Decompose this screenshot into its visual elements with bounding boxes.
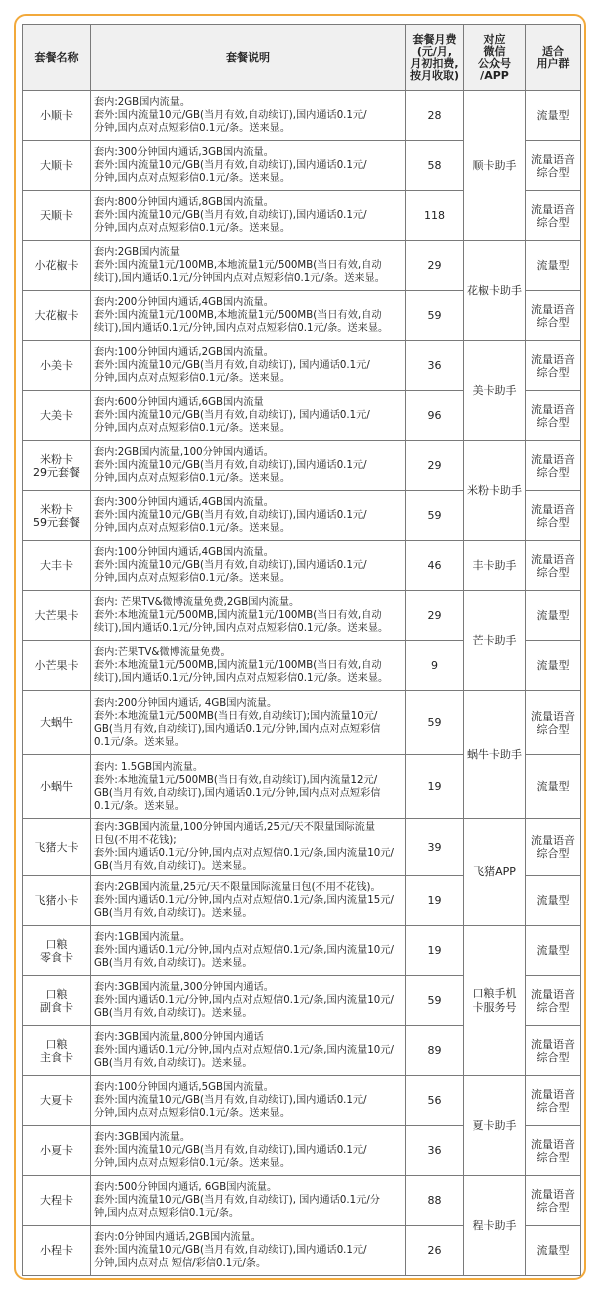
plan-name: 天顺卡 [40, 209, 73, 222]
plan-name-cell [23, 241, 91, 291]
monthly-fee: 36 [406, 341, 464, 391]
wechat-app-cell [464, 1176, 526, 1276]
user-group: 综合型 [536, 365, 570, 379]
plan-table [22, 24, 581, 1276]
plan-name-cell [23, 391, 91, 441]
plan-description-line: 套内:1GB国内流量。 [94, 932, 191, 943]
plan-description-line: 套外:国内流量1元/100MB,本地流量1元/500MB(当日有效,自动 [94, 310, 382, 321]
plan-description-line: 分钟,国内点对点短彩信0.1元/条。送来显。 [94, 523, 291, 534]
header-wechat-app: 对应 微信 公众号 /APP [464, 25, 526, 91]
plan-description-cell [91, 819, 406, 876]
wechat-app-cell [464, 91, 526, 241]
plan-description-line: 分钟,国内点对点短彩信0.1元/条。送来显。 [94, 473, 291, 484]
plan-description-line: 套内:3GB国内流量,300分钟国内通话。 [94, 982, 274, 993]
plan-description-cell [91, 541, 406, 591]
monthly-fee: 96 [406, 391, 464, 441]
plan-name: 大丰卡 [40, 559, 73, 572]
user-group: 流量语音 [531, 452, 575, 466]
plan-description-line: 套内:100分钟国内通话,2GB国内流量。 [94, 347, 274, 358]
wechat-app-cell [464, 926, 526, 1076]
monthly-fee: 58 [406, 141, 464, 191]
wechat-app-name: 夏卡助手 [472, 1118, 517, 1132]
plan-description-line: 套外:国内流量10元/GB(当月有效,自动续订),国内通话0.1元/ [94, 1095, 367, 1106]
plan-description-line: 套外:国内流量10元/GB(当月有效,自动续订),国内通话0.1元/ [94, 110, 367, 121]
user-group: 综合型 [536, 1100, 570, 1114]
table-row [23, 1076, 581, 1126]
plan-description-line: 套外:本地流量1元/500MB(当日有效,自动续订),国内流量12元/ [94, 774, 378, 786]
plan-name-cell [23, 291, 91, 341]
plan-name: 大蜗牛 [40, 716, 73, 729]
user-group-cell [526, 876, 581, 926]
plan-name: 大花椒卡 [34, 309, 79, 322]
user-group-cell [526, 291, 581, 341]
monthly-fee: 26 [406, 1226, 464, 1276]
plan-description-line: 套内:3GB国内流量,100分钟国内通话,25元/天不限量国际流量 [94, 822, 376, 833]
table-row [23, 1176, 581, 1226]
plan-name-cell [23, 91, 91, 141]
wechat-app-name: 蜗牛卡助手 [467, 747, 522, 761]
user-group-cell [526, 441, 581, 491]
user-group: 综合型 [536, 415, 570, 429]
plan-description-line: 套内:3GB国内流量。 [94, 1132, 191, 1143]
plan-table-body [23, 91, 581, 1276]
plan-name: 副食卡 [40, 1000, 73, 1014]
plan-description-line: GB(当月有效,自动续订)。送来显。 [94, 1008, 253, 1019]
plan-description-cell [91, 1026, 406, 1076]
plan-description-line: 套内:2GB国内流量。 [94, 97, 191, 108]
plan-description-line: 套内:200分钟国内通话,4GB国内流量。 [94, 297, 274, 308]
plan-name-cell [23, 926, 91, 976]
user-group-cell [526, 141, 581, 191]
wechat-app-cell [464, 691, 526, 819]
plan-description-line: 套外:国内流量10元/GB(当月有效,自动续订), 国内通话0.1元/ [94, 360, 370, 371]
plan-description-cell [91, 1126, 406, 1176]
user-group: 流量语音 [531, 152, 575, 166]
plan-name-cell [23, 191, 91, 241]
user-group-cell [526, 491, 581, 541]
plan-description-line: GB(当月有效,自动续订)。送来显。 [94, 1058, 253, 1069]
plan-name-cell [23, 141, 91, 191]
plan-description-cell [91, 1076, 406, 1126]
plan-description-cell [91, 641, 406, 691]
plan-name: 小美卡 [40, 359, 73, 372]
plan-description-line: 续订),国内通话0.1元/分钟,国内点对点短彩信0.1元/条。送来显。 [94, 623, 389, 634]
plan-name-cell [23, 1226, 91, 1276]
table-row [23, 926, 581, 976]
plan-description-line: GB(当月有效,自动续订),国内通话0.1元/分钟,国内点对点短彩信 [94, 723, 381, 735]
plan-name: 小夏卡 [40, 1144, 73, 1157]
plan-name: 零食卡 [40, 950, 73, 964]
user-group: 流量语音 [531, 834, 575, 847]
plan-description-line: 套外:国内流量10元/GB(当月有效,自动续订),国内通话0.1元/ [94, 210, 367, 221]
plan-name-cell [23, 341, 91, 391]
plan-description-line: 续订),国内通话0.1元/分钟国内点对点短彩信0.1元/条。送来显。 [94, 273, 385, 284]
plan-name-cell [23, 691, 91, 755]
plan-description-line: 套外:本地流量1元/500MB(当日有效,自动续订);国内流量10元/ [94, 710, 378, 722]
table-row [23, 541, 581, 591]
user-group-cell [526, 691, 581, 755]
plan-description-line: 套外:国内流量10元/GB(当月有效,自动续订), 国内通话0.1元/ [94, 410, 370, 421]
monthly-fee: 9 [406, 641, 464, 691]
plan-description-cell [91, 976, 406, 1026]
user-group: 综合型 [536, 515, 570, 529]
user-group-cell [526, 541, 581, 591]
wechat-app-name: 口粮手机 [472, 986, 517, 1000]
plan-description-line: 套内:2GB国内流量 [94, 247, 180, 258]
monthly-fee: 56 [406, 1076, 464, 1126]
monthly-fee: 59 [406, 491, 464, 541]
plan-description-cell [91, 191, 406, 241]
plan-description-line: 0.1元/条。送来显。 [94, 736, 185, 748]
header-plan-name: 套餐名称 [23, 25, 91, 91]
plan-description-line: 套内: 芒果TV&微博流量免费,2GB国内流量。 [94, 597, 300, 608]
plan-description-line: 套内:100分钟国内通话,5GB国内流量。 [94, 1082, 274, 1093]
plan-description-line: 套外:国内流量10元/GB(当月有效,自动续订),国内通话0.1元/ [94, 1245, 367, 1256]
monthly-fee: 59 [406, 976, 464, 1026]
wechat-app-cell [464, 819, 526, 926]
user-group-cell [526, 976, 581, 1026]
plan-description-line: 套外:国内流量10元/GB(当月有效,自动续订),国内通话0.1元/ [94, 460, 367, 471]
plan-name-cell [23, 641, 91, 691]
pricing-table-frame [14, 14, 586, 1280]
plan-description-cell [91, 91, 406, 141]
user-group: 流量语音 [531, 1087, 575, 1101]
plan-description-line: 套内:0分钟国内通话,2GB国内流量。 [94, 1232, 261, 1243]
table-row [23, 441, 581, 491]
monthly-fee: 28 [406, 91, 464, 141]
monthly-fee: 59 [406, 291, 464, 341]
user-group: 综合型 [536, 315, 570, 329]
user-group: 流量型 [536, 609, 570, 622]
monthly-fee: 118 [406, 191, 464, 241]
wechat-app-cell [464, 441, 526, 541]
user-group: 流量型 [536, 259, 570, 272]
plan-description-line: 套外:国内流量10元/GB(当月有效,自动续订),国内通话0.1元/ [94, 510, 367, 521]
user-group: 流量语音 [531, 202, 575, 216]
plan-name: 29元套餐 [33, 465, 80, 479]
plan-description-line: 套内: 1.5GB国内流量。 [94, 761, 204, 773]
monthly-fee: 39 [406, 819, 464, 876]
user-group: 流量语音 [531, 987, 575, 1001]
monthly-fee: 19 [406, 755, 464, 819]
header-user-group: 适合 用户群 [526, 25, 581, 91]
plan-description-line: 分钟,国内点对点短彩信0.1元/条。送来显。 [94, 373, 291, 384]
user-group: 流量语音 [531, 302, 575, 316]
table-row [23, 819, 581, 876]
plan-description-line: 分钟,国内点对点短彩信0.1元/条。送来显。 [94, 223, 291, 234]
plan-name: 大顺卡 [40, 159, 73, 172]
plan-name: 飞猪大卡 [34, 840, 79, 854]
monthly-fee: 29 [406, 441, 464, 491]
user-group: 综合型 [536, 1150, 570, 1164]
monthly-fee: 59 [406, 691, 464, 755]
plan-description-line: 套内:3GB国内流量,800分钟国内通话 [94, 1032, 264, 1043]
user-group: 综合型 [536, 1050, 570, 1064]
plan-name: 大芒果卡 [34, 609, 79, 622]
plan-name-cell [23, 755, 91, 819]
plan-description-line: 套内:800分钟国内通话,8GB国内流量。 [94, 197, 274, 208]
user-group-cell [526, 1026, 581, 1076]
plan-name-cell [23, 1026, 91, 1076]
user-group-cell [526, 819, 581, 876]
user-group: 流量语音 [531, 709, 575, 723]
plan-description-line: 套外:国内通话0.1元/分钟,国内点对点短信0.1元/条,国内流量15元/ [94, 895, 394, 906]
user-group: 流量型 [536, 659, 570, 672]
plan-description-cell [91, 591, 406, 641]
user-group: 综合型 [536, 847, 570, 860]
plan-name: 口粮 [45, 987, 68, 1001]
plan-description-cell [91, 1226, 406, 1276]
plan-description-line: 套内:芒果TV&微博流量免费。 [94, 647, 231, 658]
plan-description-line: 日包(不用不花钱); [94, 835, 177, 846]
plan-description-line: GB(当月有效,自动续订),国内通话0.1元/分钟,国内点对点短彩信 [94, 787, 381, 799]
plan-name-cell [23, 819, 91, 876]
wechat-app-name: 飞猪APP [473, 865, 516, 878]
plan-description-cell [91, 1176, 406, 1226]
plan-name: 小顺卡 [40, 109, 73, 122]
user-group: 流量语音 [531, 1037, 575, 1051]
plan-description-line: 套内:100分钟国内通话,4GB国内流量。 [94, 547, 274, 558]
user-group-cell [526, 926, 581, 976]
plan-name-cell [23, 1126, 91, 1176]
plan-description-line: 套外:本地流量1元/500MB,国内流量1元/100MB(当日有效,自动 [94, 660, 382, 671]
plan-name: 米粉卡 [40, 452, 73, 466]
plan-description-line: 套外:国内通话0.1元/分钟,国内点对点短信0.1元/条,国内流量10元/ [94, 945, 394, 956]
user-group: 流量语音 [531, 502, 575, 516]
plan-name: 59元套餐 [33, 515, 80, 529]
monthly-fee: 29 [406, 591, 464, 641]
plan-description-line: 套外:国内流量10元/GB(当月有效,自动续订),国内通话0.1元/ [94, 560, 367, 571]
table-header-row [23, 25, 581, 91]
plan-name: 大美卡 [40, 409, 73, 422]
plan-description-line: 续订),国内通话0.1元/分钟,国内点对点短彩信0.1元/条。送来显。 [94, 323, 389, 334]
wechat-app-cell [464, 1076, 526, 1176]
user-group: 流量语音 [531, 552, 575, 566]
plan-description-cell [91, 341, 406, 391]
monthly-fee: 88 [406, 1176, 464, 1226]
user-group: 流量型 [536, 109, 570, 122]
plan-name-cell [23, 491, 91, 541]
user-group: 流量型 [536, 944, 570, 957]
user-group: 流量型 [536, 780, 570, 793]
plan-description-line: 套内:600分钟国内通话,6GB国内流量 [94, 397, 264, 408]
plan-description-line: GB(当月有效,自动续订)。送来显。 [94, 958, 253, 969]
user-group-cell [526, 755, 581, 819]
plan-name: 小程卡 [40, 1244, 73, 1257]
plan-description-line: 套外:国内流量10元/GB(当月有效,自动续订),国内通话0.1元/ [94, 1145, 367, 1156]
plan-description-line: 分钟,国内点对点 短信/彩信0.1元/条。 [94, 1258, 267, 1269]
user-group: 综合型 [536, 722, 570, 736]
table-row [23, 341, 581, 391]
user-group: 流量语音 [531, 1187, 575, 1201]
user-group: 流量语音 [531, 402, 575, 416]
plan-description-cell [91, 755, 406, 819]
user-group-cell [526, 341, 581, 391]
plan-name-cell [23, 541, 91, 591]
plan-description-line: 分钟,国内点对点短彩信0.1元/条。送来显。 [94, 173, 291, 184]
plan-description-line: 套内:2GB国内流量,100分钟国内通话。 [94, 447, 274, 458]
user-group: 综合型 [536, 1000, 570, 1014]
plan-name: 口粮 [45, 1037, 68, 1051]
plan-name-cell [23, 976, 91, 1026]
header-plan-description: 套餐说明 [91, 25, 406, 91]
plan-name-cell [23, 1076, 91, 1126]
plan-name: 主食卡 [40, 1050, 73, 1064]
wechat-app-name: 顺卡助手 [472, 158, 517, 172]
wechat-app-name: 卡服务号 [472, 1000, 517, 1014]
plan-description-line: 套内:300分钟国内通话,3GB国内流量。 [94, 147, 274, 158]
plan-description-line: 钟,国内点对点短彩信0.1元/条。 [94, 1208, 240, 1219]
plan-description-line: 分钟,国内点对点短彩信0.1元/条。送来显。 [94, 1108, 291, 1119]
user-group: 流量型 [536, 894, 570, 907]
user-group-cell [526, 391, 581, 441]
monthly-fee: 46 [406, 541, 464, 591]
wechat-app-cell [464, 241, 526, 341]
plan-description-line: 套外:国内流量10元/GB(当月有效,自动续订), 国内通话0.1元/分 [94, 1195, 380, 1206]
plan-name: 飞猪小卡 [34, 894, 79, 907]
plan-name: 大夏卡 [40, 1094, 73, 1107]
plan-description-line: 套内:2GB国内流量,25元/天不限量国际流量日包(不用不花钱)。 [94, 882, 381, 893]
plan-name: 大程卡 [40, 1194, 73, 1207]
plan-description-line: 分钟,国内点对点短彩信0.1元/条。送来显。 [94, 1158, 291, 1169]
plan-description-cell [91, 291, 406, 341]
user-group: 流量语音 [531, 1137, 575, 1151]
plan-description-line: 续订),国内通话0.1元/分钟,国内点对点短彩信0.1元/条。送来显。 [94, 673, 389, 684]
user-group: 综合型 [536, 215, 570, 229]
monthly-fee: 36 [406, 1126, 464, 1176]
plan-name: 米粉卡 [40, 502, 73, 516]
user-group-cell [526, 191, 581, 241]
plan-description-line: 套外:国内通话0.1元/分钟,国内点对点短信0.1元/条,国内流量10元/ [94, 1045, 394, 1056]
plan-name-cell [23, 591, 91, 641]
wechat-app-name: 芒卡助手 [472, 633, 517, 647]
plan-name: 小蜗牛 [40, 780, 73, 793]
monthly-fee: 89 [406, 1026, 464, 1076]
plan-name-cell [23, 441, 91, 491]
user-group: 综合型 [536, 565, 570, 579]
plan-description-line: GB(当月有效,自动续订)。送来显。 [94, 861, 253, 872]
plan-description-cell [91, 141, 406, 191]
monthly-fee: 19 [406, 926, 464, 976]
plan-description-cell [91, 926, 406, 976]
plan-description-cell [91, 876, 406, 926]
plan-description-line: 分钟,国内点对点短彩信0.1元/条。送来显。 [94, 123, 291, 134]
user-group: 流量型 [536, 1244, 570, 1257]
user-group-cell [526, 591, 581, 641]
wechat-app-cell [464, 591, 526, 691]
user-group-cell [526, 1126, 581, 1176]
plan-description-line: 分钟,国内点对点短彩信0.1元/条。送来显。 [94, 573, 291, 584]
plan-description-line: 0.1元/条。送来显。 [94, 800, 185, 812]
user-group-cell [526, 1176, 581, 1226]
plan-description-cell [91, 391, 406, 441]
table-row [23, 91, 581, 141]
user-group-cell [526, 1226, 581, 1276]
plan-description-line: 套外:国内通话0.1元/分钟,国内点对点短信0.1元/条,国内流量10元/ [94, 995, 394, 1006]
plan-name: 小芒果卡 [34, 659, 79, 672]
user-group-cell [526, 241, 581, 291]
monthly-fee: 29 [406, 241, 464, 291]
wechat-app-cell [464, 341, 526, 441]
plan-description-cell [91, 491, 406, 541]
table-row [23, 591, 581, 641]
plan-description-cell [91, 241, 406, 291]
plan-name-cell [23, 876, 91, 926]
plan-description-line: 套外:国内流量10元/GB(当月有效,自动续订),国内通话0.1元/ [94, 160, 367, 171]
plan-description-line: 套外:国内流量1元/100MB,本地流量1元/500MB(当日有效,自动 [94, 260, 382, 271]
plan-description-cell [91, 441, 406, 491]
wechat-app-cell [464, 541, 526, 591]
table-row [23, 691, 581, 755]
wechat-app-name: 米粉卡助手 [467, 483, 522, 497]
plan-description-line: 分钟,国内点对点短彩信0.1元/条。送来显。 [94, 423, 291, 434]
plan-description-line: 套外:本地流量1元/500MB,国内流量1元/100MB(当日有效,自动 [94, 610, 382, 621]
user-group: 综合型 [536, 1200, 570, 1214]
plan-description-line: 套外:国内通话0.1元/分钟,国内点对点短信0.1元/条,国内流量10元/ [94, 848, 394, 859]
plan-description-line: 套内:300分钟国内通话,4GB国内流量。 [94, 497, 274, 508]
wechat-app-name: 丰卡助手 [472, 558, 517, 572]
user-group: 综合型 [536, 165, 570, 179]
plan-description-line: 套内:500分钟国内通话, 6GB国内流量。 [94, 1182, 278, 1193]
table-row [23, 241, 581, 291]
plan-description-line: 套内:200分钟国内通话, 4GB国内流量。 [94, 697, 278, 709]
wechat-app-name: 花椒卡助手 [467, 283, 522, 297]
user-group: 流量语音 [531, 352, 575, 366]
wechat-app-name: 美卡助手 [472, 383, 517, 397]
user-group: 综合型 [536, 465, 570, 479]
user-group-cell [526, 641, 581, 691]
plan-name: 小花椒卡 [34, 259, 79, 272]
plan-description-line: GB(当月有效,自动续订)。送来显。 [94, 908, 253, 919]
header-monthly-fee: 套餐月费 (元/月, 月初扣费, 按月收取) [406, 25, 464, 91]
user-group-cell [526, 91, 581, 141]
plan-description-cell [91, 691, 406, 755]
monthly-fee: 19 [406, 876, 464, 926]
user-group-cell [526, 1076, 581, 1126]
plan-name-cell [23, 1176, 91, 1226]
wechat-app-name: 程卡助手 [472, 1218, 517, 1232]
plan-name: 口粮 [45, 937, 68, 951]
